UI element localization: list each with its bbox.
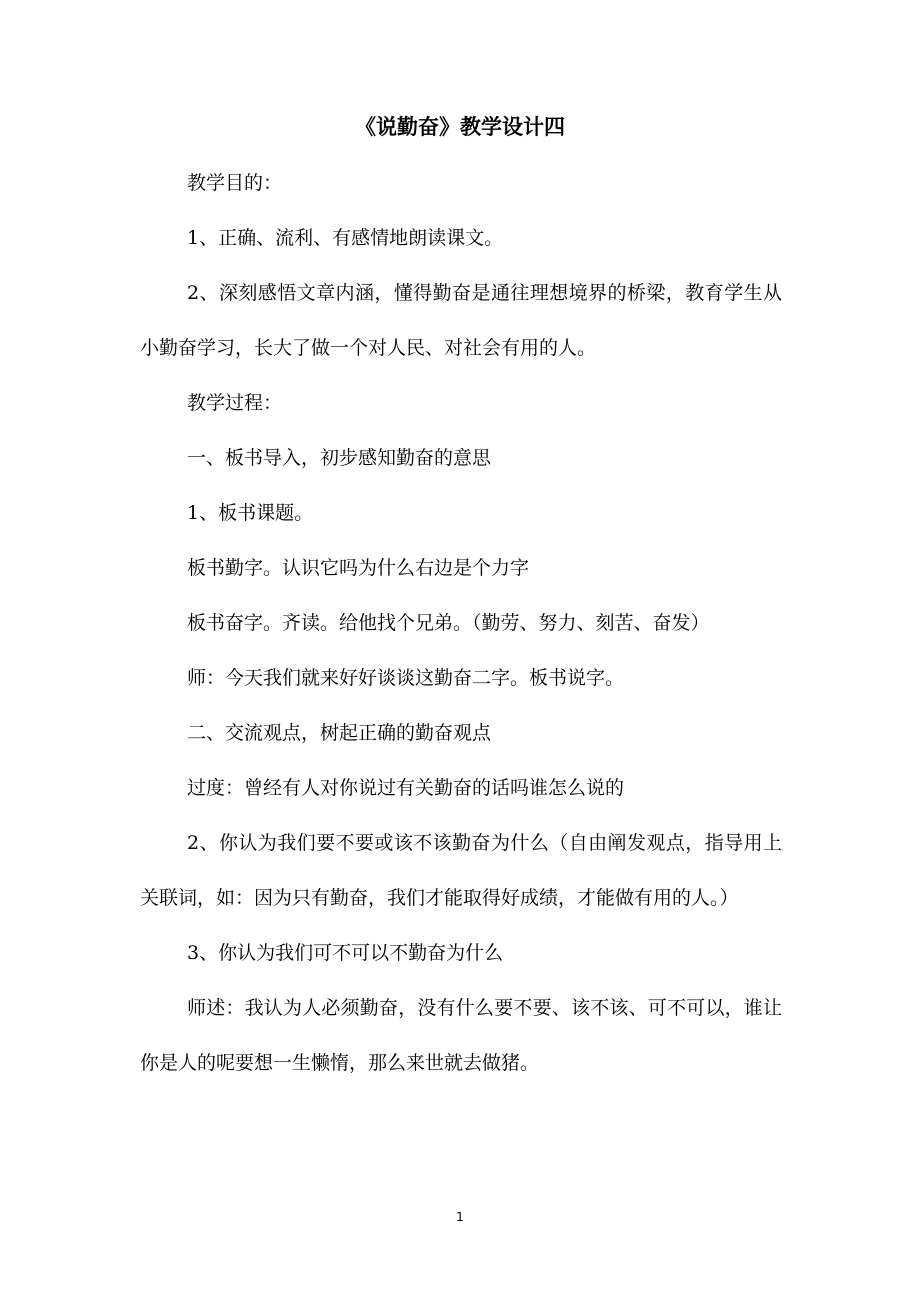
paragraph-teacher-statement: 师述：我认为人必须勤奋，没有什么要不要、该不该、可不可以，谁让你是人的呢要想一生懒惰，那么来世就去做猪。 [140, 997, 782, 1074]
page-number: 1 [456, 1210, 464, 1224]
paragraph-fen-char: 板书奋字。齐读。给他找个兄弟。（勤劳、努力、刻苦、奋发） [187, 612, 710, 634]
paragraph-teacher-intro: 师：今天我们就来好好谈谈这勤奋二字。板书说字。 [187, 667, 625, 689]
paragraph-transition: 过度：曾经有人对你说过有关勤奋的话吗谁怎么说的 [187, 777, 625, 799]
paragraph-teaching-goals: 教学目的： [187, 172, 283, 194]
paragraph-step-1: 1、板书课题。 [187, 502, 314, 524]
paragraph-goal-1: 1、正确、流利、有感情地朗读课文。 [187, 227, 504, 249]
document-title: 《说勤奋》教学设计四 [355, 115, 565, 139]
paragraph-section-2: 二、交流观点，树起正确的勤奋观点 [187, 722, 492, 744]
paragraph-step-2: 2、你认为我们要不要或该不该勤奋为什么（自由阐发观点，指导用上关联词，如：因为只有勤奋，我们才能取得好成绩，才能做有用的人。） [140, 832, 782, 909]
paragraph-goal-2: 2、深刻感悟文章内涵，懂得勤奋是通往理想境界的桥梁，教育学生从小勤奋学习，长大了做一个对人民、对社会有用的人。 [140, 282, 782, 359]
paragraph-section-1: 一、板书导入，初步感知勤奋的意思 [187, 447, 492, 469]
paragraph-teaching-process: 教学过程： [187, 392, 283, 414]
paragraph-qin-char: 板书勤字。认识它吗为什么右边是个力字 [187, 557, 530, 579]
document-body [140, 166, 782, 1101]
paragraph-step-3: 3、你认为我们可不可以不勤奋为什么 [187, 942, 504, 964]
